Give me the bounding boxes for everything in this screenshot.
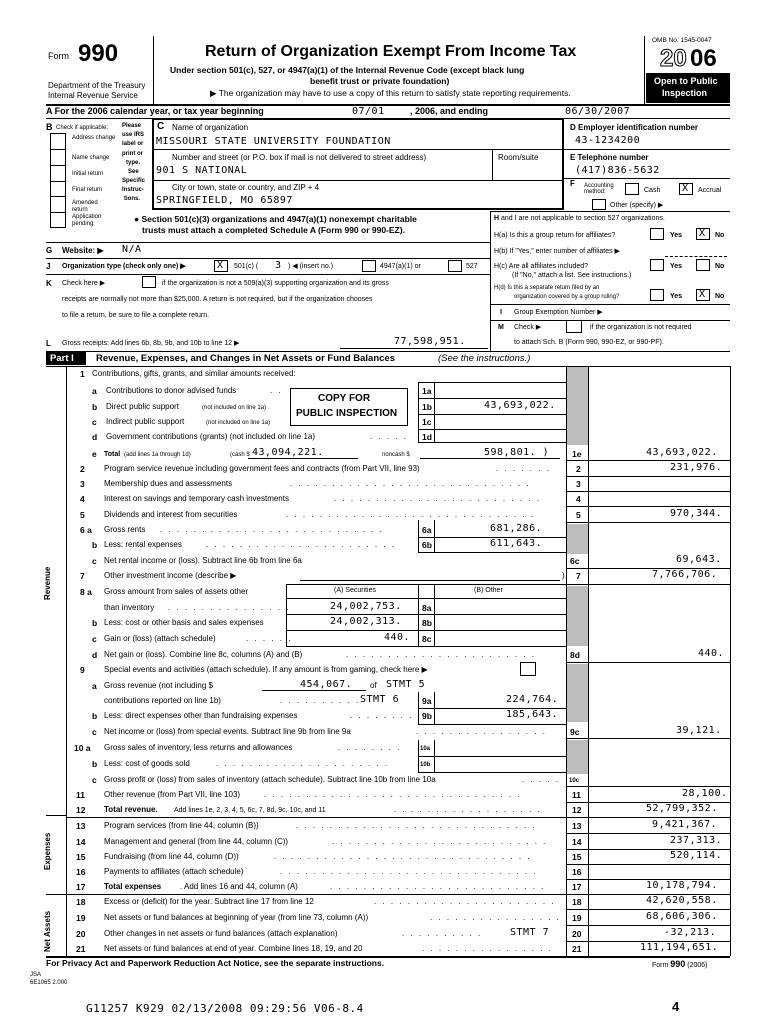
yes-label: Yes [670, 232, 683, 239]
section-m-label: M [498, 324, 504, 331]
tax-year-end: 06/30/2007 [565, 106, 631, 117]
section-h-title: H and I are not applicable to section 527 organizations. [494, 215, 665, 222]
h-d-yes-checkbox[interactable] [650, 289, 664, 301]
line-12-label: Total revenue. [104, 805, 158, 814]
line-8a-label-2: than inventory [104, 603, 155, 612]
page-number: 4 [672, 999, 680, 1014]
part-i-see-instructions: (See the instructions.) [438, 353, 531, 364]
ein-field[interactable]: 43-1234200 [575, 135, 641, 146]
h-c-yes-checkbox[interactable] [650, 259, 664, 271]
h-d-no-checkmark: X [699, 289, 706, 300]
please-label: label or [122, 141, 144, 147]
line-18-label: Excess or (deficit) for the year. Subtract line 17 from line 12 [104, 897, 314, 906]
section-g-label: G [46, 246, 53, 255]
line-21-value[interactable]: 111,194,651. [640, 942, 719, 953]
line-12-label-2: Add lines 1e, 2, 3, 4, 5, 6c, 7, 8d, 9c, 10c, and 11 [174, 807, 326, 814]
website-caption: Website: ▶ [62, 246, 104, 255]
line-6b-value[interactable]: 611,643. [490, 538, 543, 549]
section-m-check: Check ▶ [514, 324, 542, 331]
room-suite-caption: Room/suite [498, 153, 539, 162]
h-a-yes-checkbox[interactable] [650, 228, 664, 240]
line-16-label: Payments to affiliates (attach schedule) [104, 867, 244, 876]
line-1c-note: (not included on line 1a) [206, 420, 271, 426]
line-3-label: Membership dues and assessments [104, 479, 233, 488]
h-b-question: H(b) If "Yes," enter number of affiliates ▶ [494, 248, 620, 255]
line-9a-of: of [370, 681, 377, 690]
line-9c-value[interactable]: 39,121. [676, 725, 722, 736]
cash-label: Cash [644, 187, 661, 194]
col-a-securities: (A) Securities [334, 587, 377, 594]
section-f-label: F [570, 179, 575, 188]
h-c-no-checkbox[interactable] [696, 259, 710, 271]
line-4-label: Interest on savings and temporary cash investments [104, 494, 289, 503]
section-b-label: B [46, 122, 53, 132]
street-field[interactable]: 901 S NATIONAL [156, 165, 248, 176]
form-subtitle-2: benefit trust or private foundation) [310, 76, 450, 86]
line-19-value[interactable]: 68,606,306. [646, 911, 718, 922]
gross-receipts-caption: Gross receipts: Add lines 6b, 8b, 9b, and 10b to line 12 ▶ [62, 340, 240, 347]
line-1e-cash-value[interactable]: 43,094,221. [252, 447, 324, 458]
part-i-tag: Part I [50, 353, 74, 364]
line-13-value[interactable]: 9,421,367. [652, 819, 718, 830]
line-1e-noncash-value[interactable]: 598,801. ) [484, 447, 550, 458]
line-9a-stmt: STMT 5 [386, 679, 426, 690]
line-1b-label: Direct public support [106, 402, 179, 411]
stamp-line-1: COPY FOR [318, 393, 371, 404]
year-bold: 06 [690, 45, 717, 72]
year-outline: 20 [660, 45, 687, 72]
line-7-value[interactable]: 7,766,706. [652, 569, 718, 580]
accrual-checkmark: X [682, 183, 689, 194]
gross-receipts-value[interactable]: 77,598,951. [394, 336, 466, 347]
section-l-label: L [46, 339, 51, 348]
k-text-4: to file a return, be sure to file a complete return. [62, 312, 210, 319]
line-6a-label: Gross rents [104, 525, 146, 534]
section-i-label: I [500, 309, 502, 316]
501c-checkmark: X [217, 260, 224, 271]
phone-caption: E Telephone number [570, 153, 649, 162]
revenue-side-label: Revenue [43, 566, 52, 600]
please-label: Specific [122, 178, 146, 184]
line-2-value[interactable]: 231,976. [670, 462, 723, 473]
line-6a-value[interactable]: 681,286. [490, 523, 543, 534]
street-caption: Number and street (or P.O. box if mail is not delivered to street address) [172, 153, 427, 162]
h-d-question-2: organization covered by a group ruling? [514, 294, 620, 300]
section-m-text-2: if the organization is not required [590, 324, 692, 331]
no-label: No [715, 293, 725, 300]
line-10c-label: Gross profit or (loss) from sales of inventory (attach schedule). Subtract line 10b from line 10a [104, 775, 436, 784]
line-9a-label-2: contributions reported on line 1b) [104, 696, 221, 705]
please-label: Instruc- [122, 187, 145, 193]
k-check-here: Check here ▶ [62, 280, 106, 287]
501c-number[interactable]: 3 [275, 260, 282, 271]
please-label: Please [122, 123, 142, 129]
form-subtitle-3: ▶ The organization may have to use a copy of this return to satisfy state reporting requirements. [210, 88, 571, 98]
line-17-label: Total expenses [104, 882, 162, 891]
checkbox-final-return[interactable]: Final return [72, 187, 103, 193]
shaded-area [567, 664, 588, 722]
line-6c-value[interactable]: 69,643. [676, 554, 722, 565]
section-k-label: K [46, 279, 52, 288]
k-text-2: if the organization is not a 509(a)(3) supporting organization and its gross [162, 280, 389, 287]
checkbox-application-pending[interactable]: Application pending [72, 214, 102, 227]
4947-checkbox[interactable] [362, 260, 376, 272]
line-15-label: Fundraising (from line 44, column (D)) [104, 852, 239, 861]
527-label: 527 [466, 263, 478, 270]
checkbox-address-change[interactable]: Address change [72, 135, 116, 141]
line-17-value[interactable]: 10,178,794. [646, 880, 718, 891]
line-5-label: Dividends and interest from securities [104, 510, 238, 519]
part-i-title: Revenue, Expenses, and Changes in Net Assets or Fund Balances [96, 353, 395, 364]
line-15-value[interactable]: 520,114. [670, 850, 723, 861]
checkbox-initial-return[interactable]: Initial return [72, 171, 104, 177]
other-method-label: Other (specify) ▶ [610, 202, 664, 209]
line-9a-value[interactable]: 224,764. [506, 694, 559, 705]
line-8d-value[interactable]: 440. [698, 648, 725, 659]
org-type-caption: Organization type (check only one) ▶ [62, 263, 186, 270]
line-7-label: Other investment income (describe ▶ [104, 571, 237, 580]
line-1e-label: Total [104, 451, 121, 458]
jsa-code: 6E1065 2.000 [30, 980, 68, 986]
city-field[interactable]: SPRINGFIELD, MO 65897 [156, 195, 293, 206]
section-501-notice-2: trusts must attach a completed Schedule A (Form 990 or 990-EZ). [142, 225, 405, 235]
please-label: See [128, 169, 139, 175]
line-2-label: Program service revenue including government fees and contracts (from Part VII, line 93) [104, 464, 420, 473]
line-9b-value[interactable]: 185,643. [506, 709, 559, 720]
form-label: Form [48, 51, 69, 61]
h-a-no-checkmark: X [699, 228, 706, 239]
line-9a-stmt-6: STMT 6 [360, 694, 400, 705]
no-label: No [715, 232, 725, 239]
schedule-b-checkbox[interactable] [566, 320, 582, 333]
shaded-area [567, 524, 588, 554]
line-1e-noncash-label: noncash $ [382, 452, 410, 458]
shaded-area [567, 740, 588, 774]
k-checkbox[interactable] [142, 276, 156, 288]
tax-year-label: A For the 2006 calendar year, or tax year beginning [46, 106, 264, 116]
form-title: Return of Organization Exempt From Income Tax [205, 43, 577, 60]
h-c-question: H(c) Are all affiliates included? [494, 263, 589, 270]
line-17-label-2: . Add lines 16 and 44, column (A) [180, 882, 298, 891]
section-c-label: C [157, 121, 165, 132]
line-8b-value[interactable]: 24,002,313. [330, 616, 402, 627]
omb-number: OMB No. 1545-0047 [652, 37, 712, 44]
phone-field[interactable]: (417)836-5632 [575, 165, 660, 176]
yes-label: Yes [670, 293, 683, 300]
line-11-value[interactable]: 28,100. [682, 788, 728, 799]
line-8a-label: Gross amount from sales of assets other [104, 587, 249, 596]
line-8a-value[interactable]: 24,002,753. [330, 601, 402, 612]
no-label: No [715, 263, 725, 270]
line-1c-label: Indirect public support [106, 417, 185, 426]
jsa-label: JSA [30, 972, 42, 978]
form-number: 990 [78, 40, 119, 67]
h-d-question-1: H(d) Is this a separate return filed by an [494, 285, 600, 291]
open-to-public: Open to Public [654, 76, 718, 86]
line-8b-label: Less: cost or other basis and sales expenses [104, 618, 264, 627]
ein-caption: D Employer identification number [570, 123, 699, 132]
print-stamp: G11257 K929 02/13/2008 09:29:56 V06-8.4 [86, 1002, 364, 1015]
line-5-value[interactable]: 970,344. [670, 508, 723, 519]
accrual-label: Accrual [698, 187, 722, 194]
check-if-applicable: Check if applicable: [56, 125, 109, 131]
group-exemption-number: Group Exemption Number ▶ [514, 309, 603, 316]
org-name-caption: Name of organization [172, 123, 249, 132]
line-11-label: Other revenue (from Part VII, line 103) [104, 790, 241, 799]
section-m-text-3: to attach Sch. B (Form 990, 990-EZ, or 990-PF). [514, 339, 664, 346]
501c-label: 501(c) ( [234, 263, 259, 270]
insert-no-label: ) ◀ (insert no.) [288, 263, 334, 270]
checkbox-name-change[interactable]: Name change [72, 155, 110, 161]
line-9-label: Special events and activities (attach schedule). If any amount is from gaming, check here ▶ [104, 665, 428, 674]
department-label: Department of the Treasury [48, 81, 146, 90]
website-field[interactable]: N/A [122, 244, 142, 255]
line-1e-cash-label: (cash $ [230, 452, 250, 458]
line-19-label: Net assets or fund balances at beginning of year (from line 73, column (A)) [104, 913, 369, 922]
checkbox-amended-return[interactable]: Amended return [72, 200, 98, 213]
inspection: Inspection [662, 88, 708, 98]
shaded-area [567, 586, 588, 646]
city-caption: City or town, state or country, and ZIP + 4 [172, 183, 320, 192]
line-6c-label: Net rental income or (loss). Subtract line 6b from line 6a [104, 556, 302, 565]
line-1e-note: (add lines 1a through 1d) [124, 452, 191, 458]
line-7-close: ) [562, 571, 565, 580]
line-8c-value[interactable]: 440. [384, 632, 411, 643]
please-label: use IRS [122, 132, 145, 138]
line-8c-label: Gain or (loss) (attach schedule) [104, 634, 216, 643]
line-1b-value[interactable]: 43,693,022. [484, 400, 556, 411]
stamp-line-2: PUBLIC INSPECTION [296, 408, 398, 419]
line-1d-label: Government contributions (grants) (not included on line 1a) [106, 432, 315, 441]
yes-label: Yes [670, 263, 683, 270]
section-501-notice-1: ● Section 501(c)(3) organizations and 4947(a)(1) nonexempt charitable [134, 214, 417, 224]
line-1b-note: (not included on line 1a) [202, 405, 267, 411]
shaded-area [567, 367, 588, 445]
privacy-notice: For Privacy Act and Paperwork Reduction Act Notice, see the separate instructions. [46, 958, 385, 968]
line-9a-amount[interactable]: 454,067. [300, 679, 353, 690]
line-14-value[interactable]: 237,313. [670, 835, 723, 846]
line-1-label: Contributions, gifts, grants, and similar amounts received: [92, 369, 296, 378]
please-label: print or [122, 151, 143, 157]
line-21-label: Net assets or fund balances at end of year. Combine lines 18, 19, and 20 [104, 944, 363, 953]
line-6b-label: Less: rental expenses [104, 540, 182, 549]
line-8d-label: Net gain or (loss). Combine line 8c, columns (A) and (B) [104, 650, 303, 659]
line-12-value[interactable]: 52,799,352. [646, 803, 718, 814]
net-assets-side-label: Net Assets [43, 910, 52, 952]
other-method-checkbox[interactable] [592, 199, 606, 210]
expenses-side-label: Expenses [43, 832, 52, 870]
cash-checkbox[interactable] [625, 183, 639, 195]
line-20-stmt: STMT 7 [510, 927, 550, 938]
line-1e-value[interactable]: 43,693,022. [646, 447, 718, 458]
h-c-note: (If "No," attach a list. See instructions.) [512, 272, 632, 279]
form-footer-ref: Form 990 (2006) [652, 959, 708, 969]
form-subtitle-1: Under section 501(c), 527, or 4947(a)(1) of the Internal Revenue Code (except black lung [170, 65, 525, 75]
line-20-value[interactable]: -32,213. [664, 927, 717, 938]
line-13-label: Program services (from line 44, column (B)) [104, 821, 259, 830]
line-1a-label: Contributions to donor advised funds [106, 386, 237, 395]
4947-label: 4947(a)(1) or [380, 263, 421, 270]
tax-year-mid: , 2006, and ending [410, 106, 489, 116]
irs-label: Internal Revenue Service [48, 91, 138, 100]
line-20-label: Other changes in net assets or fund balances (attach explanation) [104, 929, 338, 938]
line-9a-label: Gross revenue (not including $ [104, 681, 213, 690]
k-text-3: receipts are normally not more than $25,000. A return is not required, but if the organization chooses [62, 296, 373, 303]
org-name-field[interactable]: MISSOURI STATE UNIVERSITY FOUNDATION [156, 136, 391, 147]
col-b-other: (B) Other [474, 587, 503, 594]
line-10b-label: Less: cost of goods sold [104, 759, 190, 768]
please-label: tions. [124, 196, 140, 202]
line-14-label: Management and general (from line 44, column (C)) [104, 837, 289, 846]
line-9b-label: Less: direct expenses other than fundraising expenses [104, 711, 298, 720]
h-a-question: H(a) Is this a group return for affiliates? [494, 232, 616, 239]
tax-year-begin: 07/01 [352, 106, 385, 117]
line-18-value[interactable]: 42,620,558. [646, 895, 718, 906]
line-10a-label: Gross sales of inventory, less returns and allowances [104, 743, 293, 752]
please-label: type. [126, 160, 141, 166]
accounting-method-caption: Accounting method: [584, 183, 614, 195]
line-9c-label: Net income or (loss) from special events. Subtract line 9b from line 9a [104, 727, 351, 736]
section-j-label: J [46, 262, 51, 271]
gaming-checkbox[interactable] [520, 662, 536, 676]
527-checkbox[interactable] [448, 260, 462, 272]
